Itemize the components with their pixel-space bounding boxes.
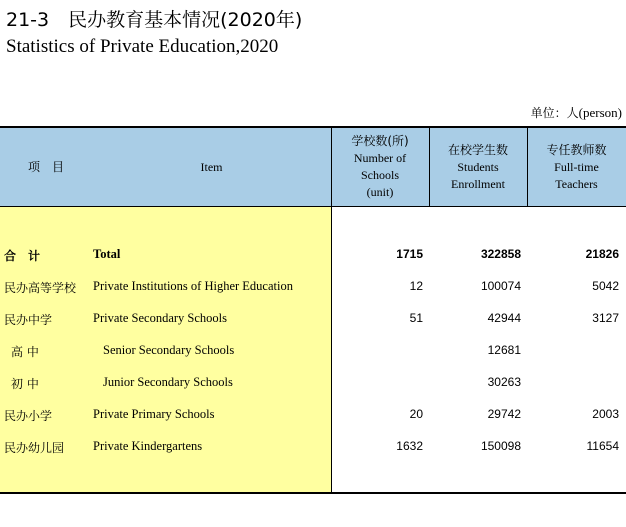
header-teachers-en-1: Full-time xyxy=(554,159,599,174)
row-label-en: Junior Secondary Schools xyxy=(103,375,233,389)
table-title-english: Statistics of Private Education,2020 xyxy=(6,36,279,57)
students-value: 30263 xyxy=(487,375,521,389)
header-schools-en-1: Number of xyxy=(353,151,407,165)
row-label-en: Private Kindergartens xyxy=(93,439,203,453)
row-label-en: Private Primary Schools xyxy=(93,407,215,421)
header-schools-en-3: (unit) xyxy=(366,185,394,199)
header-item-zh-label: 项 目 xyxy=(27,159,64,174)
schools-value: 1632 xyxy=(396,439,423,453)
bottom-border xyxy=(0,492,626,494)
unit-label xyxy=(531,104,622,121)
students-value: 12681 xyxy=(487,343,521,357)
teachers-value: 5042 xyxy=(592,279,619,293)
row-label-zh: 合 计 xyxy=(4,249,41,263)
row-label-zh: 民办高等学校 xyxy=(4,281,77,295)
table-row xyxy=(0,373,626,393)
table-row xyxy=(0,277,626,297)
header-students xyxy=(429,128,527,206)
row-label-zh: 民办小学 xyxy=(4,409,53,423)
schools-value: 51 xyxy=(409,311,423,325)
table-row xyxy=(0,341,626,361)
header-teachers xyxy=(527,128,626,206)
header-item-en-label: Item xyxy=(200,159,223,174)
header-item-en xyxy=(92,128,331,206)
students-value: 29742 xyxy=(487,407,521,421)
students-value: 322858 xyxy=(480,247,521,261)
header-schools-en-2: Schools xyxy=(360,168,399,182)
header-students-en-2: Enrollment xyxy=(451,176,505,191)
header-students-en-1: Students xyxy=(457,159,499,174)
table-title-chinese: 21-3 民办教育基本情况(2020年) xyxy=(6,9,303,31)
unit-label-zh: 单位：人 xyxy=(530,106,579,120)
students-value: 100074 xyxy=(480,279,521,293)
header-schools xyxy=(331,128,429,206)
row-label-zh: 民办中学 xyxy=(4,313,53,327)
row-label-zh: 初 中 xyxy=(11,377,39,391)
header-schools-zh: 学校数(所) xyxy=(351,134,409,148)
row-label-zh: 高 中 xyxy=(11,345,39,359)
students-value: 150098 xyxy=(480,439,521,453)
teachers-value: 21826 xyxy=(585,247,619,261)
table-row xyxy=(0,309,626,329)
header-students-zh: 在校学生数 xyxy=(447,142,508,157)
row-label-en: Private Secondary Schools xyxy=(93,311,228,325)
row-label-zh: 民办幼儿园 xyxy=(4,441,65,455)
row-label-en: Senior Secondary Schools xyxy=(103,343,235,357)
unit-label-en: (person) xyxy=(578,105,622,120)
table-row xyxy=(0,405,626,425)
table-row-total xyxy=(0,245,626,265)
teachers-value: 3127 xyxy=(592,311,619,325)
header-teachers-en-2: Teachers xyxy=(555,176,598,191)
schools-value: 20 xyxy=(409,407,423,421)
teachers-value: 11654 xyxy=(586,439,619,453)
teachers-value: 2003 xyxy=(592,407,619,421)
table-row xyxy=(0,437,626,457)
header-item-zh xyxy=(0,128,92,206)
schools-value: 1715 xyxy=(396,247,423,261)
schools-value: 12 xyxy=(409,279,423,293)
header-teachers-zh: 专任教师数 xyxy=(546,142,607,157)
header-bottom-border xyxy=(0,206,626,207)
row-label-en: Private Institutions of Higher Education xyxy=(93,279,293,293)
students-value: 42944 xyxy=(487,311,521,325)
row-label-en: Total xyxy=(93,247,121,261)
